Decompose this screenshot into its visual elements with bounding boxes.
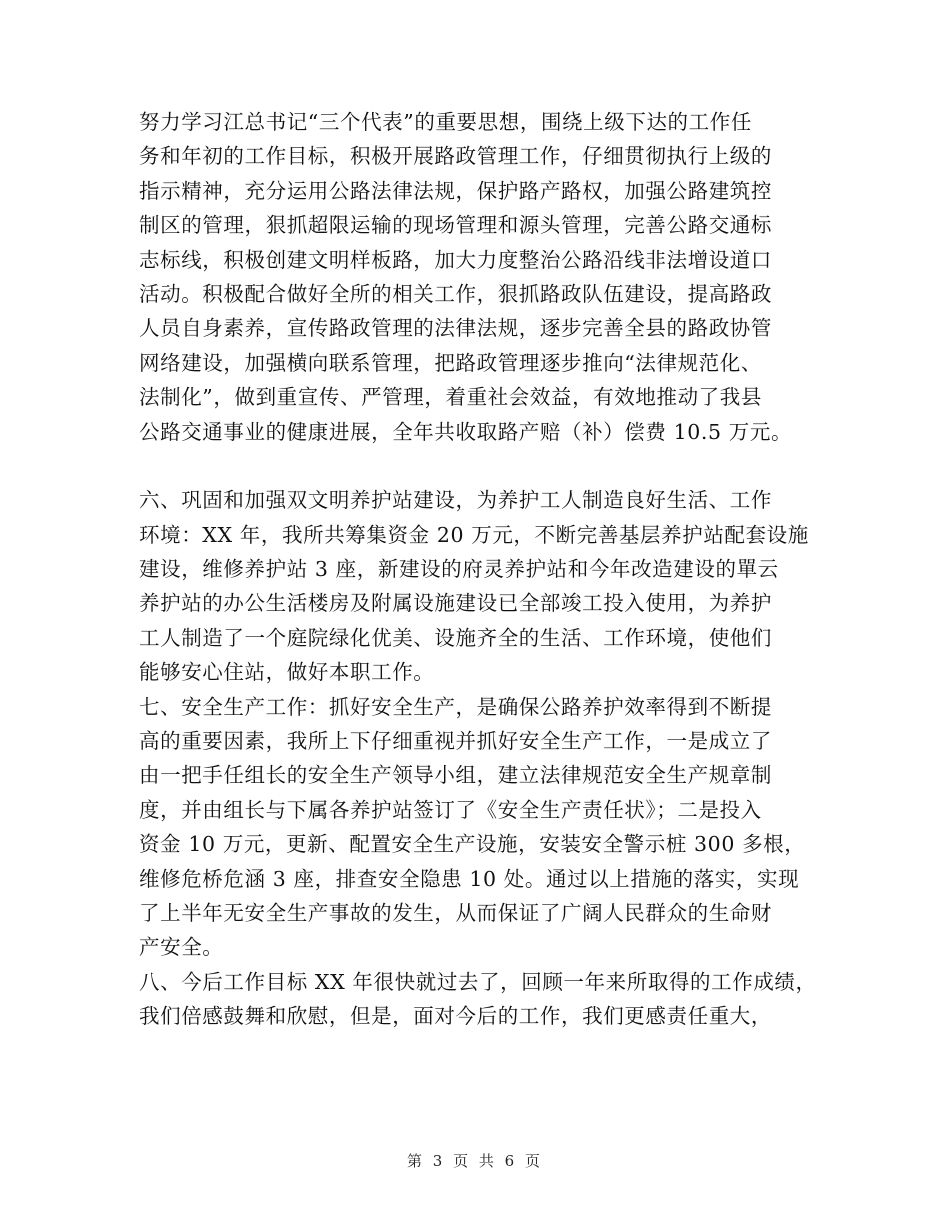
text-line: 人员自身素养，宣传路政管理的法律法规，逐步完善全县的路政协管	[139, 316, 772, 341]
paragraph-spacer	[139, 449, 839, 483]
paragraph-maintenance-stations	[139, 483, 839, 689]
text-line: 资金 10 万元，更新、配置安全生产设施，安装安全警示桩 300 多根，	[139, 832, 806, 857]
text-line: 度，并由组长与下属各养护站签订了《安全生产责任状》；二是投入	[139, 797, 762, 822]
text-line: 务和年初的工作目标，积极开展路政管理工作，仔细贯彻执行上级的	[139, 144, 772, 169]
text-line: 建设，维修养护站 3 座，新建设的府灵养护站和今年改造建设的單云	[139, 557, 779, 582]
text-line: 由一把手任组长的安全生产领导小组，建立法律规范安全生产规章制	[139, 763, 772, 788]
document-body	[139, 105, 839, 1034]
paragraph-future-goals	[139, 965, 839, 1034]
text-line: 我们倍感鼓舞和欣慰，但是，面对今后的工作，我们更感责任重大，	[139, 1004, 772, 1029]
text-line: 七、安全生产工作：抓好安全生产，是确保公路养护效率得到不断提	[139, 694, 772, 719]
text-line: 维修危桥危涵 3 座，排查安全隐患 10 处。通过以上措施的落实，实现	[139, 866, 800, 891]
text-line: 公路交通事业的健康进展，全年共收取路产赔（补）偿费 10.5 万元。	[139, 419, 793, 444]
page-number-footer: 第 3 页 共 6 页	[407, 1152, 543, 1170]
text-line: 志标线，积极创建文明样板路，加大力度整治公路沿线非法增设道口	[139, 247, 772, 272]
text-line: 产安全。	[139, 935, 224, 960]
text-line: 高的重要因素，我所上下仔细重视并抓好安全生产工作，一是成立了	[139, 729, 772, 754]
paragraph-road-administration	[139, 105, 839, 449]
text-line: 工人制造了一个庭院绿化优美、设施齐全的生活、工作环境，使他们	[139, 625, 772, 650]
text-line: 了上半年无安全生产事故的发生，从而保证了广阔人民群众的生命财	[139, 900, 772, 925]
text-line: 网络建设，加强横向联系管理，把路政管理逐步推向“法律规范化、	[139, 350, 762, 375]
text-line: 环境：XX 年，我所共筹集资金 20 万元，不断完善基层养护站配套设施	[139, 522, 809, 547]
text-line: 六、巩固和加强双文明养护站建设，为养护工人制造良好生活、工作	[139, 488, 772, 513]
text-line: 养护站的办公生活楼房及附属设施建设已全部竣工投入使用，为养护	[139, 591, 772, 616]
text-line: 能够安心住站，做好本职工作。	[139, 660, 435, 685]
text-line: 活动。积极配合做好全所的相关工作，狠抓路政队伍建设，提高路政	[139, 281, 772, 306]
text-line: 八、今后工作目标 XX 年很快就过去了，回顾一年来所取得的工作成绩，	[139, 969, 817, 994]
paragraph-safety-production	[139, 690, 839, 965]
text-line: 指示精神，充分运用公路法律法规，保护路产路权，加强公路建筑控	[139, 178, 772, 203]
text-line: 制区的管理，狠抓超限运输的现场管理和源头管理，完善公路交通标	[139, 213, 772, 238]
text-line: 努力学习江总书记“三个代表”的重要思想，围绕上级下达的工作任	[139, 110, 752, 134]
text-line: 法制化”，做到重宣传、严管理，着重社会效益，有效地推动了我县	[139, 385, 762, 410]
